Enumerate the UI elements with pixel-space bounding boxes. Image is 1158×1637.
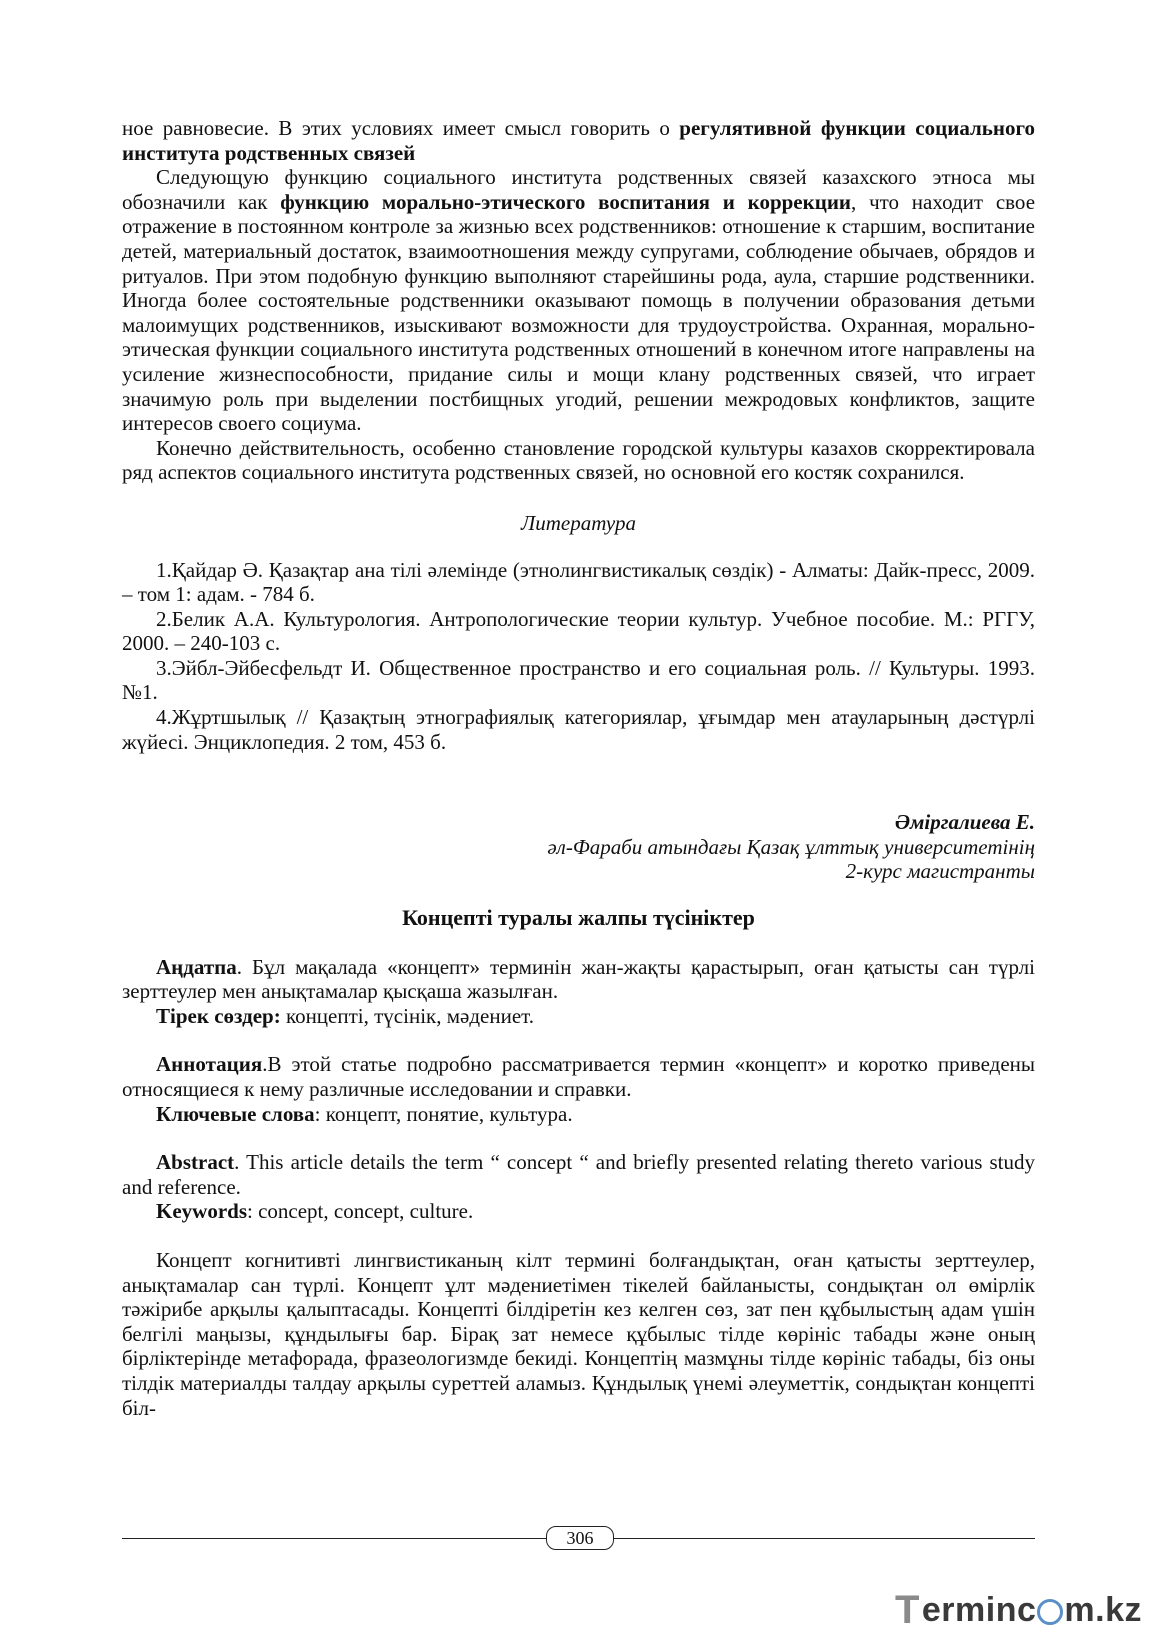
article-title: Концепті туралы жалпы түсініктер — [402, 905, 755, 931]
footer-rule-left — [122, 1538, 546, 1539]
author-affiliation: әл-Фараби атындағы Қазақ ұлттық университетінің — [547, 834, 1035, 859]
reference-item: 4.Жұртшылық // Қазақтың этнографиялық категориялар, ұғымдар мен атауларының дәстүрлі жүйесі. Энциклопедия. 2 том, 453 б. — [122, 705, 1035, 754]
paragraph-1: ное равновесие. В этих условиях имеет смысл говорить о регулятивной функции социального института родственных связей — [122, 116, 1035, 165]
paragraph-3: Конечно действительность, особенно становление городской культуры казахов скорректировала ряд аспектов социального института родственных связей, но основной его костяк сохранился. — [122, 435, 1035, 485]
author-name: Әміргалиева Е. — [894, 810, 1035, 835]
footer-rule-right — [612, 1538, 1035, 1539]
abstract-en: Abstract. This article details the term “ concept “ and briefly presented relating thereto various study and reference. — [122, 1150, 1035, 1199]
reference-item: 2.Белик А.А. Культурология. Антропологические теории культур. Учебное пособие. М.: РГГУ, 2000. – 240-103 с. — [122, 606, 1035, 656]
page-content — [122, 116, 1035, 1420]
bold-phrase: функцию морально-этического воспитания и коррекции — [280, 189, 852, 214]
reference-item: 1.Қайдар Ә. Қазақтар ана тілі әлемінде (этнолингвистикалық сөздік) - Алматы: Дайк-пресс, 2009. – том 1: адам. - 784 б. — [122, 557, 1035, 607]
author-position: 2-курс магистранты — [845, 859, 1035, 884]
body-paragraph: Концепт когнитивті лингвистиканың кілт термині болғандықтан, оған қатысты зерттеулер, анықтамалар сан түрлі. Концепт ұлт мәдениетімен тікелей байланысты, сондықтан ол өмірлік тәжірибе арқылы қалыптасады. Концепті білдіретін кез келген сөз, зат пен құбылыстың адам үшін белгілі маңызы, құндылығы бар. Бірақ зат немесе құбылыс тілде көрініс табады және оның бірліктерінде метафорада, фразеологизмде бекиді. Концептің мазмұны тілде көрініс табады, біз оны тілдік материалды талдау арқылы суреттей аламыз. Құндылық үнемі әлеуметтік, сондықтан концепті біл- — [122, 1247, 1035, 1420]
logo-circle-icon — [1037, 1599, 1063, 1625]
author-block — [122, 810, 1035, 884]
abstract-ru: Аннотация.В этой статье подробно рассматривается термин «концепт» и коротко приведены относящиеся к нему различные исследовании и справки. — [122, 1052, 1035, 1101]
paragraph-2: Следующую функцию социального института родственных связей казахского этноса мы обозначили как функцию морально-этического воспитания и коррекции, что находит свое отражение в постоянном контроле за жизнью всех родственников: отношение к старшим, воспитание детей, материальный достаток, взаимоотношения между супругами, соблюдение обычаев, обрядов и ритуалов. При этом подобную функцию выполняют старейшины рода, аула, старшие родственники. Иногда более состоятельные родственники оказывают помощь в получении образования детьми малоимущих родственников, изыскивают возможности для трудоустройства. Охранная, морально-этическая функции социального института родственных отношений в конечном итоге направлены на усиление жизнеспособности, придание силы и мощи клану родственных связей, что играет значимую роль при выделении постбищных угодий, решении межродовых конфликтов, защите интересов своего социума. — [122, 165, 1036, 436]
termincom-logo: T ermin c m.kz — [894, 1587, 1142, 1632]
abstract-kz: Аңдатпа. Бұл мақалада «концепт» терминін жан-жақты қарастырып, оған қатысты сан түрлі зерттеулер мен анықтамалар қысқаша жазылған. — [122, 954, 1035, 1004]
bold-phrase: регулятивной функции социального института родственных связей — [122, 116, 1035, 165]
reference-item: 3.Эйбл-Эйбесфельдт И. Общественное пространство и его социальная роль. // Культуры. 1993. №1. — [122, 655, 1035, 705]
keywords-ru: Ключевые слова: концепт, понятие, культура. — [156, 1101, 573, 1126]
keywords-kz: Тірек сөздер: концепті, түсінік, мәдениет. — [156, 1003, 534, 1028]
page-number: 306 — [546, 1526, 614, 1550]
literature-heading: Литература — [521, 510, 636, 535]
keywords-en: Keywords: concept, concept, culture. — [156, 1199, 474, 1224]
